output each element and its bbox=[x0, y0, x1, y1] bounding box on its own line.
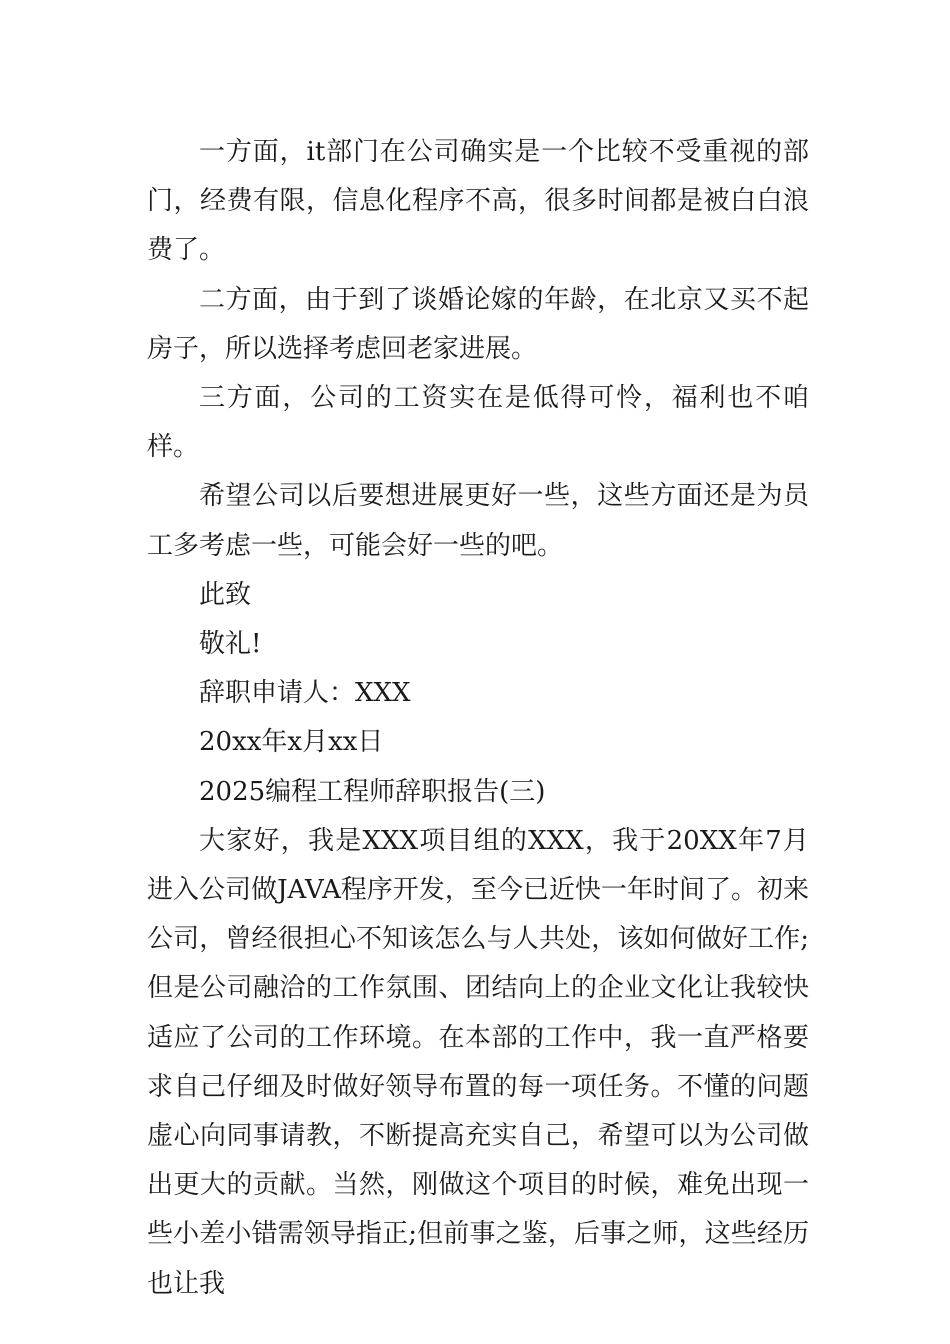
closing-salutation: 此致 bbox=[199, 579, 252, 610]
paragraph-reason-one: 一方面，it部门在公司确实是一个比较不受重视的部门，经费有限，信息化程序不高，很多时间都是被白白浪费了。 bbox=[147, 137, 809, 266]
section-heading: 2025编程工程师辞职报告(三) bbox=[199, 776, 546, 807]
paragraph-reason-two: 二方面，由于到了谈婚论嫁的年龄，在北京又买不起房子，所以选择考虑回老家进展。 bbox=[147, 284, 809, 364]
signature-applicant: 辞职申请人：XXX bbox=[199, 678, 411, 709]
paragraph-hope: 希望公司以后要想进展更好一些，这些方面还是为员工多考虑一些，可能会好一些的吧。 bbox=[147, 481, 809, 561]
document-body bbox=[147, 128, 809, 1309]
closing-regards: 敬礼! bbox=[199, 629, 262, 660]
paragraph-greeting: 大家好，我是XXX项目组的XXX，我于20XX年7月进入公司做JAVA程序开发，至今已近快一年时间了。初来公司，曾经很担心不知该怎么与人共处，该如何做好工作;但是公司融洽的工作氛围、团结向上的企业文化让我较快适应了公司的工作环境。在本部的工作中，我一直严格要求自己仔细及时做好领导布置的每一项任务。不懂的问题虚心向同事请教，不断提高充实自己，希望可以为公司做出更大的贡献。当然，刚做这个项目的时候，难免出现一些小差小错需领导指正;但前事之鉴，后事之师，这些经历也让我 bbox=[147, 825, 809, 1299]
signature-date: 20xx年x月xx日 bbox=[199, 727, 384, 758]
paragraph-reason-three: 三方面，公司的工资实在是低得可怜，福利也不咱样。 bbox=[147, 383, 809, 463]
